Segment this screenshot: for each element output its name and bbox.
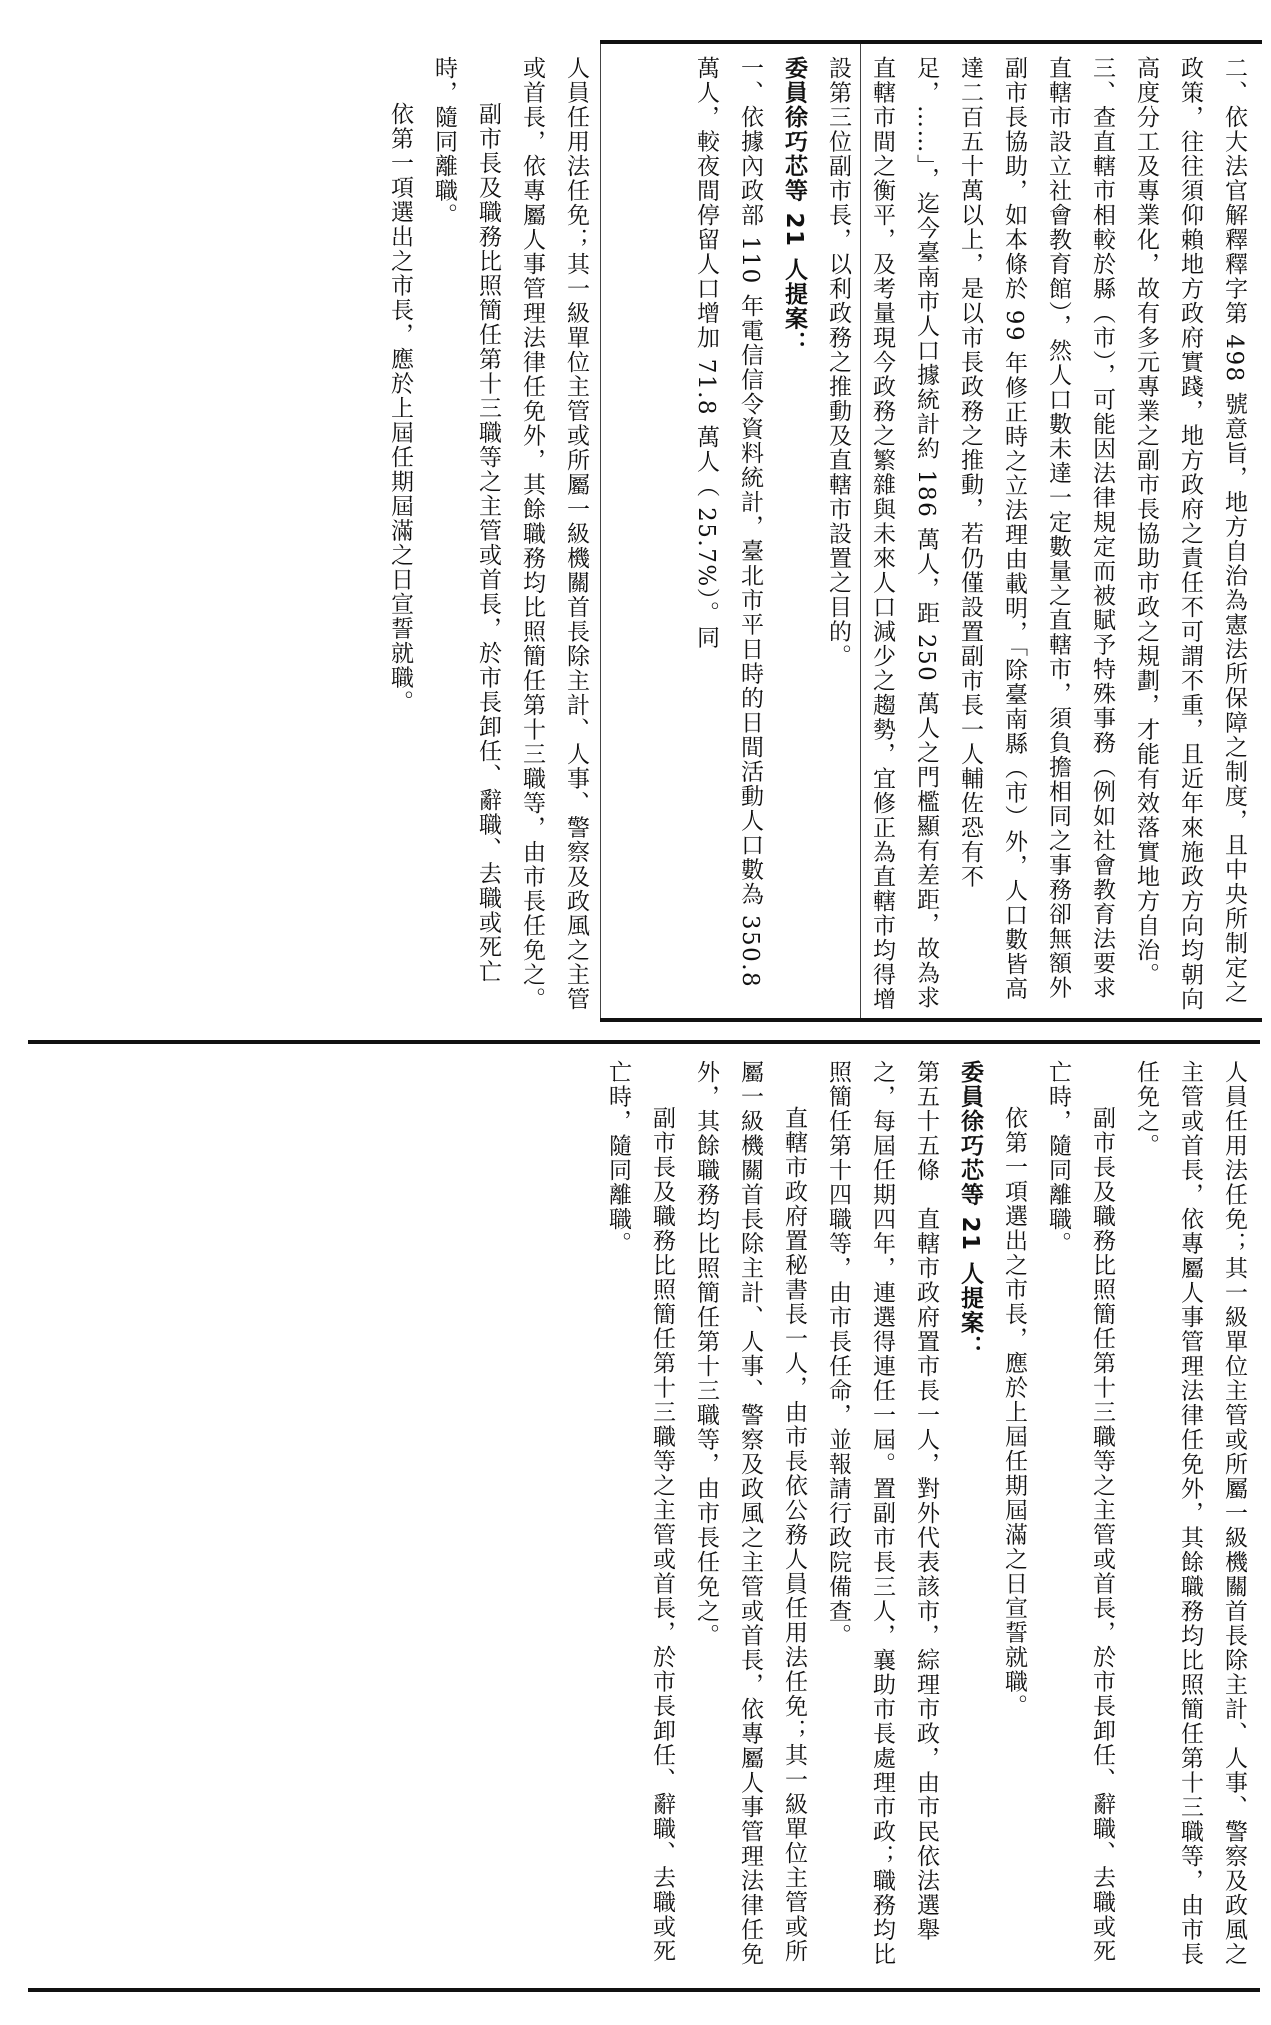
paragraph: 三、查直轄市相較於縣（市），可能因法律規定而被賦予特殊事務（例如社會教育法要求直轄市設立社會教育館），然人口數未達一定數量之直轄市，須負擔相同之事務卻無額外副市長協助，如本條於 99 年修正時之立法理由載明，「除臺南縣（市）外，人口數皆高達二百五十萬以上，是以市長政務之推動，若仍僅設置副市長一人輔佐恐有不足，……」，迄今臺南市人口據統計約 186 萬人，距 250 萬人之門檻顯有差距，故為求直轄市間之衡平，及考量現今政務之繁雜與未來人口減少之趨勢，宜修正為直轄市均得增設第三位副市長，以利政務之推動及直轄市設置之目的。 [825, 56, 1115, 1012]
panel-bottom [30, 1060, 1256, 1980]
paragraph: 人員任用法任免；其一級單位主管或所屬一級機關首長除主計、人事、警察及政風之主管或首長，依專屬人事管理法律任免外，其餘職務均比照簡任第十三職等，由市長任免之。 [519, 56, 589, 1012]
paragraph: 副市長及職務比照簡任第十三職等之主管或首長，於市長卸任、辭職、去職或死亡時，隨同離職。 [605, 1060, 675, 1964]
paragraph: 依第一項選出之市長，應於上屆任期屆滿之日宣誓就職。 [1001, 1106, 1027, 1719]
bottom-rule-upper [600, 1018, 1262, 1022]
paragraph: 一、依據內政部 110 年電信信令資料統計，臺北市平日時的日間活動人口數為 350.8 萬人，較夜間停留人口增加 71.8 萬人（ 25.7%）。同 [693, 56, 763, 989]
panel-top-right [606, 56, 1256, 1014]
column-divider-left [600, 44, 601, 1018]
top-rule-upper [600, 40, 1262, 44]
paragraph: 副市長及職務比照簡任第十三職等之主管或首長，於市長卸任、辭職、去職或死亡時，隨同離職。 [431, 56, 501, 984]
paragraph: 依第一項選出之市長，應於上屆任期屆滿之日宣誓就職。 [387, 102, 413, 715]
bottom-rule [28, 1988, 1260, 1992]
paragraph: 二、依大法官解釋釋字第 498 號意旨，地方自治為憲法所保障之制度，且中央所制定之政策，往往須仰賴地方政府實踐，地方政府之責任不可謂不重，且近年來施政方向均朝向高度分工及專業化，故有多元專業之副市長協助市政之規劃，才能有效落實地方自治。 [1133, 56, 1247, 1012]
panel-top-middle [30, 56, 598, 1014]
paragraph: 人員任用法任免；其一級單位主管或所屬一級機關首長除主計、人事、警察及政風之主管或首長，依專屬人事管理法律任免外，其餘職務均比照簡任第十三職等，由市長任免之。 [1133, 1060, 1247, 1967]
paragraph: 直轄市政府置秘書長一人，由市長依公務人員任用法任免；其一級單位主管或所屬一級機關首長除主計、人事、警察及政風之主管或首長，依專屬人事管理法律任免外，其餘職務均比照簡任第十三職等，由市長任免之。 [693, 1060, 807, 1967]
top-rule-lower [28, 1040, 1260, 1044]
paragraph: 副市長及職務比照簡任第十三職等之主管或首長，於市長卸任、辭職、去職或死亡時，隨同離職。 [1045, 1060, 1115, 1964]
paragraph: 第五十五條 直轄市政府置市長一人，對外代表該市，綜理市政，由市民依法選舉之，每屆任期四年，連選得連任一屆。置副市長三人，襄助市長處理市政；職務均比照簡任第十四職等，由市長任命，並報請行政院備查。 [825, 1060, 939, 1967]
proposal-heading: 委員徐巧芯等 21 人提案： [957, 1060, 983, 1360]
proposal-heading: 委員徐巧芯等 21 人提案： [781, 56, 807, 356]
